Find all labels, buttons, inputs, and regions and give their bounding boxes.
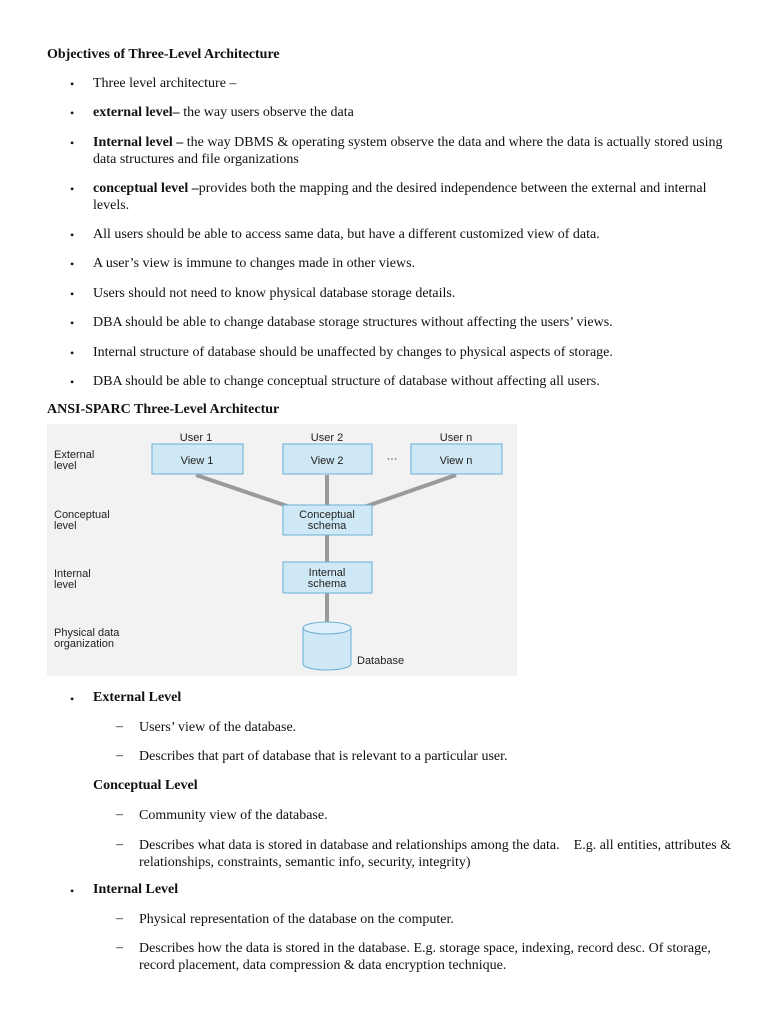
bullet: • [70,287,75,301]
ellipsis: ··· [386,453,398,465]
conceptual-label: Conceptual [299,509,355,521]
list-item: DBA should be able to change conceptual structure of database without affecting all users. [93,374,600,389]
bullet: • [70,316,75,330]
list-item: conceptual level –provides both the mapping and the desired independence between the external and internal levels. [93,181,707,213]
database-label: Database [357,655,405,667]
dash: – [116,940,123,955]
list-item: external level– the way users observe the data [93,105,354,120]
heading-objectives: Objectives of Three-Level Architecture [47,47,280,62]
bullet: • [70,257,75,271]
level-label: External [54,449,95,461]
bullet: • [70,692,75,706]
database-cylinder-icon [303,622,351,670]
level-label: level [54,460,77,472]
user-label: User 1 [179,432,213,444]
section-title: External Level [93,690,182,705]
architecture-diagram [0,420,768,680]
dash: – [116,911,123,926]
dash: – [116,807,123,822]
bullet: • [70,884,75,898]
list-item: All users should be able to access same data, but have a different customized view of data. [93,227,600,242]
level-label: Conceptual [54,509,110,521]
bullet: • [70,106,75,120]
heading-ansi-sparc: ANSI-SPARC Three-Level Architectur [47,402,280,417]
list-item: DBA should be able to change database storage structures without affecting the users’ views. [93,315,613,330]
dash: – [116,719,123,734]
internal-label: schema [307,578,347,590]
view-label: View 2 [310,455,344,467]
view-label: View n [439,455,473,467]
list-item: Describes what data is stored in database and relationships among the data. E.g. all entities, attributes & relationships, constraints, semantic info, security, integrity) [139,838,735,870]
list-item: A user’s view is immune to changes made in other views. [93,256,416,271]
bullet: • [70,375,75,389]
list-item: Describes that part of database that is relevant to a particular user. [139,749,508,764]
level-label: level [54,579,77,591]
section-title: Conceptual Level [93,778,198,793]
list-item: Describes how the data is stored in the database. E.g. storage space, indexing, record desc. Of storage, record placement, data compression & data encryption technique. [139,941,711,973]
section-title: Internal Level [93,882,179,897]
list-item: Community view of the database. [139,808,328,823]
bullet: • [70,182,75,196]
view-label: View 1 [180,455,214,467]
level-label: level [54,520,77,532]
level-label: Internal [54,568,91,580]
list-item: Users should not need to know physical database storage details. [93,286,456,301]
bullet: • [70,346,75,360]
dash: – [116,748,123,763]
dash: – [116,837,123,852]
level-label: organization [54,638,114,650]
bullet: • [70,77,75,91]
list-item: Three level architecture – [93,76,237,91]
list-item: Users’ view of the database. [139,720,297,735]
list-item: Internal level – the way DBMS & operating system observe the data and where the data is actually stored using data structures and file organizations [93,135,723,167]
internal-label: Internal [308,567,346,579]
level-label: Physical data [54,627,120,639]
list-item: Physical representation of the database on the computer. [139,912,454,927]
bullet: • [70,136,75,150]
list-item: Internal structure of database should be unaffected by changes to physical aspects of storage. [93,345,613,360]
user-label: User 2 [310,432,344,444]
user-label: User n [439,432,473,444]
bullet: • [70,228,75,242]
conceptual-label: schema [307,520,347,532]
